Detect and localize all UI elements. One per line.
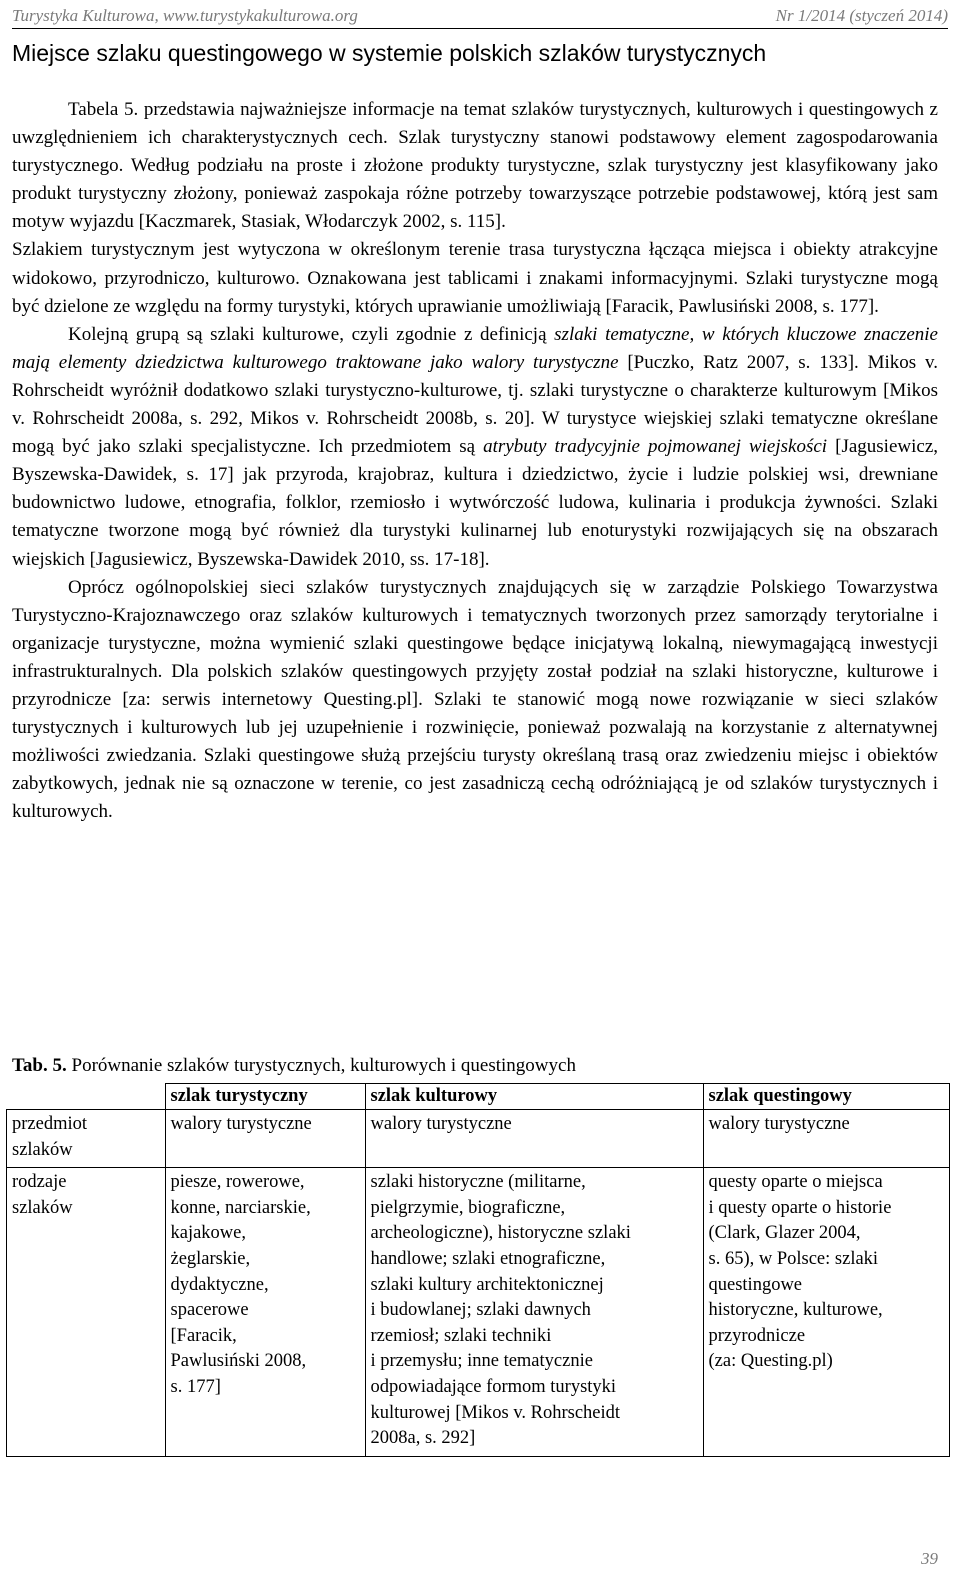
- table-cell-line: żeglarskie,: [170, 1248, 251, 1269]
- table-header-questing-trail: szlak questingowy: [703, 1084, 950, 1110]
- table-header-row: [7, 1084, 950, 1110]
- table-cell-line: i questy oparte o historie: [708, 1197, 892, 1218]
- quote-attributes: atrybuty tradycyjnie pojmowanej wiejskości: [483, 436, 828, 458]
- paragraph-1: Tabela 5. przedstawia najważniejsze informacje na temat szlaków turystycznych, kulturowych i questingowych z uwzględnieniem ich charakterystycznych cech. Szlak turystyczny stanowi podstawowy element zagospodarowania turystycznego. Według podziału na proste i złożone produkty turystyczne, szlak turystyczny jest klasyfikowany jako produkt turystyczny złożony, ponieważ zaspokaja różne potrzeby towarzyszące potrzebie podstawowej, którą jest sam motyw wyjazdu [Kaczmarek, Stasiak, Włodarczyk 2002, s. 115].: [12, 99, 938, 233]
- table-cell: [165, 1168, 365, 1457]
- table-cell-line: [Faracik,: [170, 1325, 237, 1346]
- table-cell: [365, 1110, 703, 1168]
- header-divider: [12, 28, 948, 29]
- table-cell-line: walory turystyczne: [370, 1114, 512, 1134]
- table-cell-line: questingowe: [708, 1274, 803, 1295]
- paragraph-3-text-c: [Jagusiewicz, Byszewska-Dawidek, s. 17] jak przyroda, krajobraz, kultura i dziedzictwo, życie i ludzie polskiej wsi, drewniane budownictwo ludowe, etnografia, folklor, rzemiosło i wytwórczość ludowa, kulinaria i produkcja żywności. Szlaki tematyczne tworzone mogą być również dla turystyki kulinarnej lub enoturystyki rozwijających się na obszarach wiejskich [Jagusiewicz, Byszewska-Dawidek 2010, ss. 17-18].: [12, 436, 939, 570]
- paragraph-4: Oprócz ogólnopolskiej sieci szlaków turystycznych znajdujących się w zarządzie Polskiego Towarzystwa Turystyczno-Krajoznawczego oraz szlaków kulturowych i tematycznych tworzonych przez samorządy terytorialne i organizacje turystyczne, można wymienić szlaki questingowe będące inicjatywą lokalną, niewymagającą inwestycji infrastrukturalnych. Dla polskich szlaków questingowych przyjęty został podział na szlaki historyczne, kulturowe i przyrodnicze [za: serwis internetowy Questing.pl]. Szlaki te stanowić mogą nowe rozwiązanie w sieci szlaków turystycznych i kulturowych lub jej uzupełnienie i rozwinięcie, ponieważ pozwalają na korzystanie z alternatywnej możliwości zwiedzania. Szlaki questingowe służą przejściu turysty określaną trasą oraz zwiedzeniu miejsc i obiektów zabytkowych, jednak nie są oznaczone w terenie, co jest zasadniczą cechą odróżniającą je od szlaków turystycznych i kulturowych.: [12, 576, 938, 823]
- table-row-label: [7, 1168, 166, 1457]
- table-cell-line: walory turystyczne: [708, 1114, 850, 1134]
- table-cell-line: odpowiadające formom turystyki: [370, 1376, 617, 1397]
- table-cell-line: piesze, rowerowe,: [170, 1172, 305, 1193]
- table-cell-line: dydaktyczne,: [170, 1274, 269, 1295]
- table-header-cultural-trail: szlak kulturowy: [365, 1084, 703, 1110]
- section-title: Miejsce szlaku questingowego w systemie polskich szlaków turystycznych: [12, 40, 767, 66]
- table-header-tourist-trail: szlak turystyczny: [165, 1084, 365, 1110]
- table-cell-line: kulturowej [Mikos v. Rohrscheidt: [370, 1402, 621, 1423]
- quote-definition: szlaki tematyczne, w których kluczowe znaczenie mają elementy dziedzictwa kulturowego traktowane jako walory turystyczne: [12, 323, 938, 373]
- table-row: [7, 1110, 950, 1168]
- running-header: [12, 0, 948, 26]
- body-text: [12, 96, 938, 826]
- table-row: [7, 1168, 950, 1457]
- table-row-label: [7, 1110, 166, 1168]
- table-cell-line: przyrodnicze: [708, 1325, 806, 1346]
- table-cell-line: (Clark, Glazer 2004,: [708, 1223, 861, 1244]
- table-cell-line: walory turystyczne: [170, 1114, 312, 1134]
- paragraph-3: [12, 321, 938, 574]
- issue-label: Nr 1/2014 (styczeń 2014): [775, 6, 948, 25]
- journal-name: Turystyka Kulturowa, www.turystykakulturowa.org: [12, 6, 358, 25]
- table-cell-line: 2008a, s. 292]: [370, 1428, 476, 1449]
- table-cell-line: archeologiczne), historyczne szlaki: [370, 1223, 631, 1244]
- table-cell-line: konne, narciarskie,: [170, 1197, 311, 1218]
- table-cell: [365, 1168, 703, 1457]
- table-cell-line: s. 65), w Polsce: szlaki: [708, 1248, 879, 1269]
- table-cell: [703, 1110, 950, 1168]
- table-cell-line: handlowe; szlaki etnograficzne,: [370, 1248, 606, 1269]
- table-cell-line: s. 177]: [170, 1376, 221, 1397]
- paragraph-3-text-a: Kolejną grupą są szlaki kulturowe, czyli zgodnie z definicją: [68, 323, 555, 345]
- table-cell-line: rzemiosł; szlaki techniki: [370, 1325, 552, 1346]
- table-cell-line: szlaków: [12, 1197, 73, 1218]
- comparison-table: [6, 1083, 950, 1457]
- table-cell-line: rodzaje: [12, 1172, 67, 1193]
- table-cell: [165, 1110, 365, 1168]
- table-cell-line: spacerowe: [170, 1300, 249, 1321]
- table-cell-line: przedmiot: [12, 1114, 88, 1134]
- paragraph-3-text-b: [Puczko, Ratz 2007, s. 133]. Mikos v. Rohrscheidt wyróżnił dodatkowo szlaki turystyczno-kulturowe, tj. szlaki turystyczne o charakterze kulturowym [Mikos v. Rohrscheidt 2008a, s. 292, Mikos v. Rohrscheidt 2008b, s. 20]. W turystyce wiejskiej szlaki tematyczne określane mogą być jako szlaki specjalistyczne. Ich przedmiotem są: [12, 351, 938, 458]
- table-caption-text: Porównanie szlaków turystycznych, kulturowych i questingowych: [66, 1055, 576, 1076]
- table-cell-line: i przemysłu; inne tematycznie: [370, 1351, 593, 1372]
- table-cell-line: Pawlusiński 2008,: [170, 1351, 307, 1372]
- table-cell-line: (za: Questing.pl): [708, 1351, 833, 1372]
- table-cell: [703, 1168, 950, 1457]
- table-caption: [12, 1055, 576, 1077]
- table-cell-line: pielgrzymie, biograficzne,: [370, 1197, 566, 1218]
- table-cell-line: questy oparte o miejsca: [708, 1172, 883, 1193]
- table-cell-line: szlaków: [12, 1139, 73, 1160]
- table-cell-line: szlaki kultury architektonicznej: [370, 1274, 604, 1295]
- table-cell-line: szlaki historyczne (militarne,: [370, 1172, 586, 1193]
- table-cell-line: i budowlanej; szlaki dawnych: [370, 1300, 591, 1321]
- table-cell-line: historyczne, kulturowe,: [708, 1300, 883, 1321]
- table-header-empty: [7, 1084, 166, 1110]
- paragraph-2: Szlakiem turystycznym jest wytyczona w określonym terenie trasa turystyczna łącząca miejsca i obiekty atrakcyjne widokowo, przyrodniczo, kulturowo. Oznakowana jest tablicami i znakami informacyjnymi. Szlaki turystyczne mogą być dzielone ze względu na formy turystyki, których uprawianie umożliwiają [Faracik, Pawlusiński 2008, s. 177].: [12, 239, 938, 317]
- table-caption-label: Tab. 5.: [12, 1055, 67, 1076]
- table-cell-line: kajakowe,: [170, 1223, 247, 1244]
- page-number: 39: [921, 1549, 938, 1568]
- table-body: [7, 1110, 950, 1457]
